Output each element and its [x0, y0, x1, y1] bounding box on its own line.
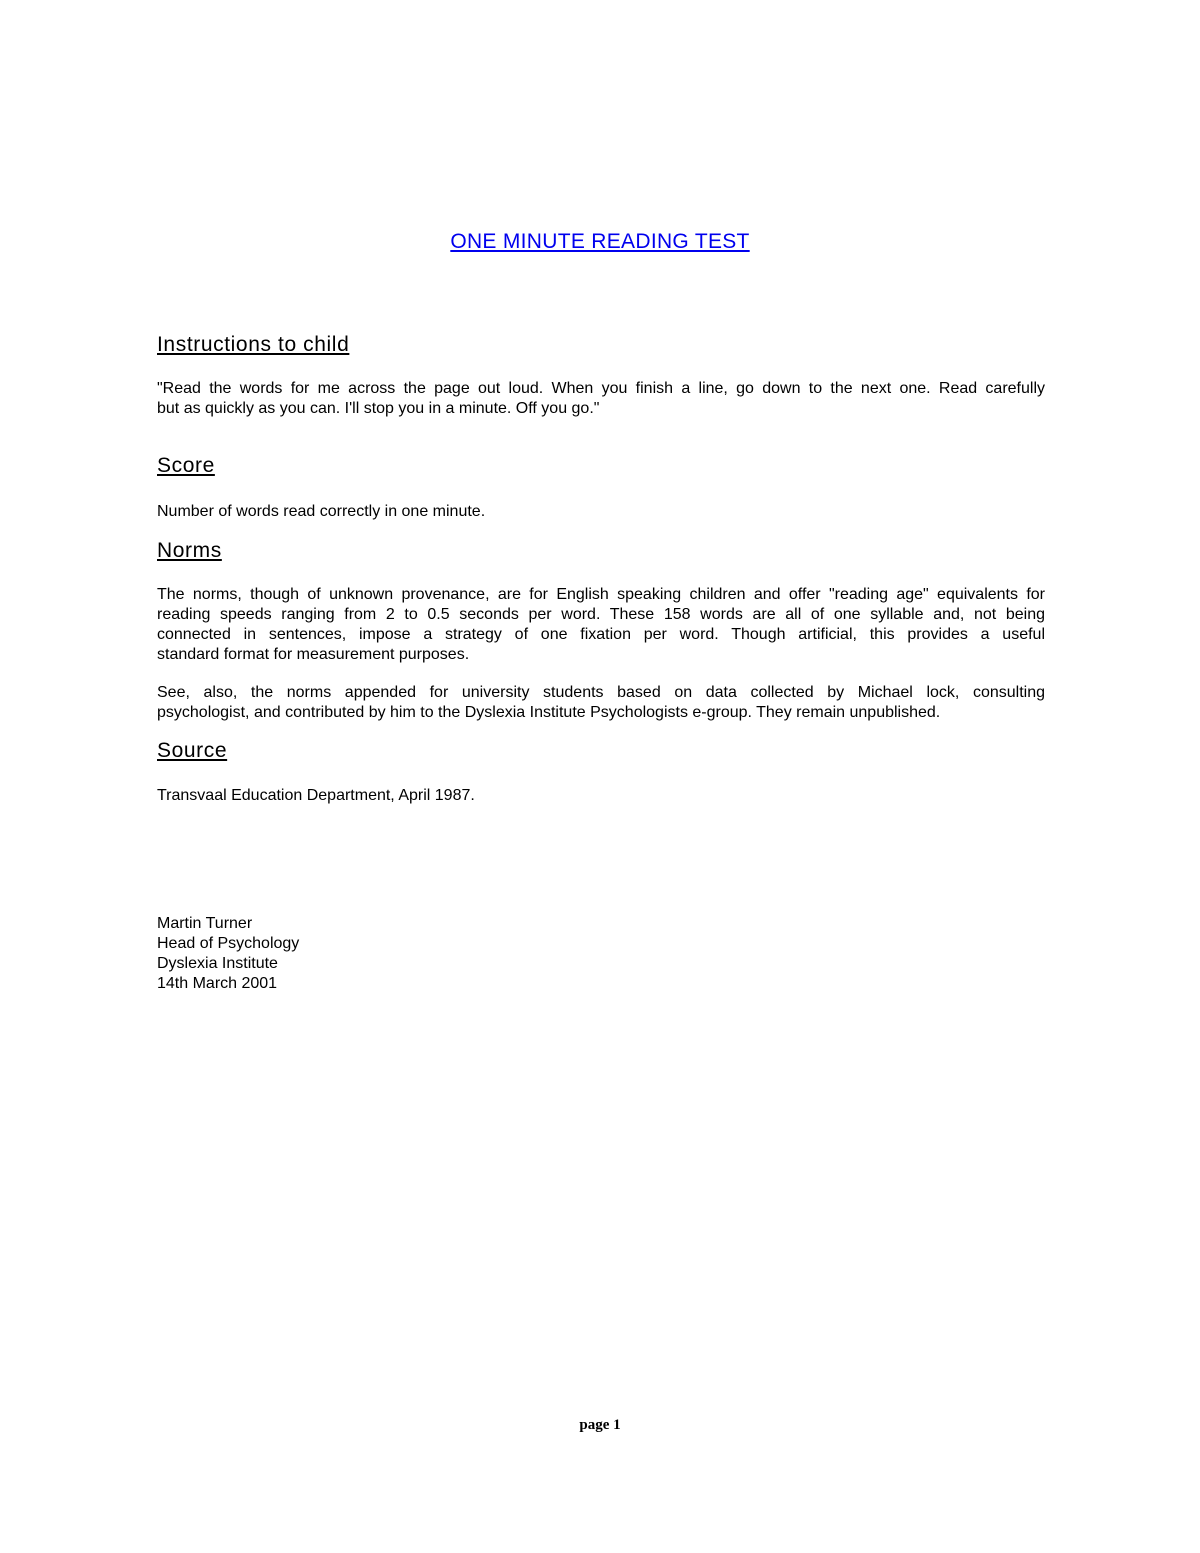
instructions-paragraph — [157, 379, 1045, 419]
norms-paragraph-1 — [157, 585, 1045, 665]
signature-date: 14th March 2001 — [157, 975, 278, 992]
signature-organization: Dyslexia Institute — [157, 955, 278, 972]
source-heading: Source — [157, 739, 228, 762]
norms-p2-line-2: psychologist, and contributed by him to the Dyslexia Institute Psychologists e-group. They remain unpublished. — [157, 704, 941, 721]
signature-name: Martin Turner — [157, 915, 253, 932]
norms-paragraph-2 — [157, 683, 1045, 723]
norms-heading: Norms — [157, 539, 222, 562]
signature-block — [157, 914, 299, 994]
score-text: Number of words read correctly in one minute. — [157, 503, 486, 520]
score-heading: Score — [157, 454, 215, 477]
instructions-heading: Instructions to child — [157, 333, 350, 356]
document-title: ONE MINUTE READING TEST — [450, 230, 750, 253]
norms-p1-line-1: The norms, though of unknown provenance, are for English speaking children and offer "reading age" equivalents for — [157, 586, 1045, 603]
score-paragraph — [157, 502, 1045, 522]
norms-p2-line-1: See, also, the norms appended for university students based on data collected by Michael lock, consulting — [157, 684, 1045, 701]
source-text: Transvaal Education Department, April 1987. — [157, 787, 475, 804]
page-number: page 1 — [579, 1417, 621, 1433]
instructions-line-1: "Read the words for me across the page out loud. When you finish a line, go down to the next one. Read carefully — [157, 380, 1045, 397]
source-paragraph — [157, 786, 1045, 806]
signature-role: Head of Psychology — [157, 935, 300, 952]
norms-p1-line-3: connected in sentences, impose a strategy of one fixation per word. Though artificial, this provides a useful — [157, 626, 1045, 643]
norms-p1-line-2: reading speeds ranging from 2 to 0.5 seconds per word. These 158 words are all of one syllable and, not being — [157, 606, 1045, 623]
instructions-line-2: but as quickly as you can. I'll stop you in a minute. Off you go." — [157, 400, 600, 417]
norms-p1-line-4: standard format for measurement purposes. — [157, 646, 470, 663]
